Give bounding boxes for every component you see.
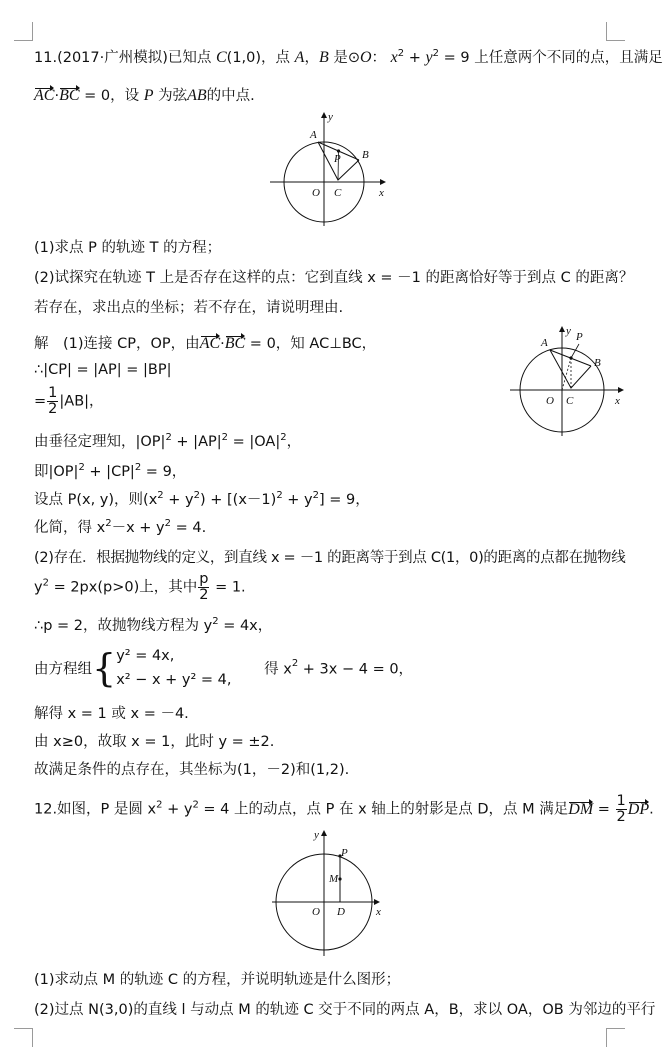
q11-line-1: 11.(2017·广州模拟)已知点 C(1,0)，点 A，B 是⊙O： $x^2 + y^2 = 9$ 上任意两个不同的点，且满足 — [34, 48, 663, 66]
sol-text: 化简，得 x — [34, 520, 106, 536]
equals: = — [593, 801, 615, 818]
sol-text: = 4x， — [218, 618, 273, 634]
point-a: A — [294, 49, 305, 66]
point-b: B — [318, 49, 329, 66]
point-p: P — [143, 87, 154, 104]
sol-text: + |AP| — [171, 434, 222, 450]
question-number: 11. — [34, 50, 58, 66]
label-x-axis: x — [379, 187, 384, 199]
q11-part-1: (1)求点 P 的轨迹 T 的方程； — [34, 240, 222, 256]
sol11-line-9 — [34, 572, 246, 603]
vector-ac: AC — [199, 335, 221, 352]
equals: = — [34, 393, 47, 410]
label-m: M — [329, 873, 339, 885]
sol-text: 得 x — [264, 661, 292, 678]
label-p: P — [334, 153, 341, 165]
sol-text: y — [34, 579, 43, 596]
q11-text-5: 为弦 — [158, 88, 188, 104]
sol-text: = 2px(p>0)上，其中 — [48, 579, 198, 596]
equation-system — [116, 644, 231, 692]
q12-text: + y — [162, 801, 193, 818]
label-a: A — [310, 129, 317, 141]
sol11-line-5 — [34, 460, 186, 481]
label-p: P — [576, 331, 583, 343]
figure-solution-circle — [504, 322, 630, 440]
label-x-axis: x — [615, 395, 620, 407]
exponent: 2 — [432, 48, 439, 60]
denominator: 2 — [616, 809, 626, 825]
vector-bc: BC — [59, 87, 80, 104]
chord-ab: AB — [187, 87, 207, 104]
figure-q11-circle — [262, 108, 392, 228]
q11-part-2: (2)试探究在轨迹 T 上是否存在这样的点：它到直线 x = －1 的距离恰好等于到点 C 的距离？ — [34, 270, 634, 286]
q11-intro: 已知点 — [167, 50, 212, 66]
corner-mark-bottom-right — [606, 1028, 625, 1047]
exponent: 2 — [78, 462, 85, 474]
q11-text-6: 的中点. — [206, 88, 255, 104]
label-p: P — [341, 847, 348, 859]
q12-text: 12.如图，P 是圆 x — [34, 801, 157, 818]
exponent: 2 — [157, 490, 164, 502]
sol-text: 由垂径定理知，|OP| — [34, 434, 166, 450]
label-c: C — [334, 187, 342, 199]
exponent: 2 — [156, 799, 163, 811]
numerator: p — [199, 571, 209, 587]
sol11-line-6 — [34, 488, 370, 509]
label-y-axis: y — [328, 111, 333, 123]
corner-mark-top-right — [606, 22, 625, 41]
corner-mark-top-left — [14, 22, 33, 41]
fraction-half — [616, 794, 627, 825]
sol-text: + y — [282, 492, 313, 508]
system-eq-1: y² = 4x, — [116, 648, 175, 664]
fraction-half — [47, 386, 58, 417]
exponent: 2 — [280, 432, 287, 444]
sol11-line-3 — [34, 386, 104, 417]
label-o: O — [312, 187, 320, 199]
c-coords: (1,0) — [226, 50, 262, 66]
exponent: 2 — [221, 432, 228, 444]
label-o: O — [312, 906, 320, 918]
sol-text: = 1. — [210, 579, 246, 596]
exponent: 2 — [212, 616, 219, 628]
q12-part-2: (2)过点 N(3,0)的直线 l 与动点 M 的轨迹 C 交于不同的两点 A，B，求以 OA，OB 为邻边的平行 — [34, 1002, 656, 1018]
sol-text: = 9， — [141, 464, 187, 480]
exponent: 2 — [291, 658, 299, 670]
sol11-line-4 — [34, 430, 301, 451]
sol-text: 即|OP| — [34, 464, 79, 480]
sol-text: + y — [163, 492, 194, 508]
label-x-axis: x — [376, 906, 381, 918]
exponent: 2 — [192, 799, 199, 811]
q12-text: = 4 上的动点，点 P 在 x 轴上的射影是点 D，点 M 满足 — [198, 801, 569, 818]
vector-bc: BC — [224, 335, 246, 352]
exponent: 2 — [276, 490, 283, 502]
sol-text: ， — [286, 434, 302, 450]
sol-text: ] = 9， — [319, 492, 370, 508]
point-c: C — [216, 49, 227, 66]
q12-part-1: (1)求动点 M 的轨迹 C 的方程，并说明轨迹是什么图形； — [34, 972, 401, 988]
sol11-line-11 — [34, 644, 413, 692]
sol11-line-7 — [34, 516, 206, 537]
q11-text: ，点 — [261, 50, 291, 66]
fraction-p-over-2 — [198, 572, 209, 603]
sol-text: = 0，知 AC⊥BC， — [245, 336, 377, 352]
sol-text: + 3x − 4 = 0， — [298, 661, 414, 678]
sol-text: 设点 P(x, y)，则(x — [34, 492, 158, 508]
numerator: 1 — [616, 793, 626, 809]
label-d: D — [337, 906, 345, 918]
exponent: 2 — [105, 518, 112, 530]
sol-text: = |OA| — [228, 434, 281, 450]
period: . — [649, 801, 654, 818]
label-b: B — [594, 357, 601, 369]
label-c: C — [566, 395, 574, 407]
question-source: (2017·广州模拟) — [57, 50, 168, 66]
sol-text: 解 (1)连接 CP，OP，由 — [34, 336, 200, 352]
sol-text: －x + y — [111, 520, 165, 536]
sol-text: |AB|， — [59, 393, 104, 410]
label-b: B — [362, 149, 369, 161]
exponent: 2 — [164, 518, 171, 530]
exponent: 2 — [193, 490, 200, 502]
q12-line-1 — [34, 794, 654, 825]
label-y-axis: y — [314, 829, 319, 841]
vector-dm: DM — [568, 800, 594, 818]
exponent: 2 — [397, 48, 405, 60]
figure-q12-circle — [266, 828, 390, 960]
sol11-line-1: 解 (1)连接 CP，OP，由AC·BC = 0，知 AC⊥BC， — [34, 335, 377, 352]
exponent: 2 — [312, 490, 320, 502]
q11-text-2: 是⊙ — [333, 50, 360, 66]
numerator: 1 — [48, 385, 58, 401]
label-y-axis: y — [566, 325, 571, 337]
system-brace: { — [92, 646, 117, 690]
vector-dp: DP — [627, 800, 650, 818]
exponent: 2 — [165, 432, 172, 444]
label-a: A — [541, 337, 548, 349]
sol11-line-14: 故满足条件的点存在，其坐标为(1，－2)和(1,2). — [34, 762, 350, 778]
denominator: 2 — [199, 587, 209, 603]
exponent: 2 — [134, 462, 142, 474]
sol11-line-10 — [34, 614, 272, 635]
sol-text: ) + [(x－1) — [200, 492, 277, 508]
q11-line-2: AC·BC = 0，设 P 为弦AB的中点. — [34, 87, 255, 104]
corner-mark-bottom-left — [14, 1028, 33, 1047]
sol11-line-8: (2)存在．根据抛物线的定义，到直线 x = －1 的距离等于到点 C(1，0)的距离的点都在抛物线 — [34, 550, 626, 566]
sol11-line-12: 解得 x = 1 或 x = －4. — [34, 706, 189, 722]
sol-text: 由方程组 — [34, 661, 92, 678]
q11-part-2-cont: 若存在，求出点的坐标；若不存在，请说明理由. — [34, 300, 344, 316]
label-o: O — [546, 395, 554, 407]
point-o: O — [359, 49, 372, 66]
q11-text-3: = 9 上任意两个不同的点，且满足 — [439, 50, 663, 66]
denominator: 2 — [48, 401, 58, 417]
sol11-line-13: 由 x≥0，故取 x = 1，此时 y = ±2. — [34, 734, 275, 750]
system-eq-2: x² − x + y² = 4, — [116, 672, 232, 688]
sol-text: = 4. — [170, 520, 207, 536]
sol-text: ∴p = 2，故抛物线方程为 y — [34, 618, 213, 634]
vector-ac: AC — [34, 87, 55, 104]
sol11-line-2: ∴|CP| = |AP| = |BP| — [34, 362, 172, 378]
q11-text-4: = 0，设 — [79, 88, 140, 104]
sol-text: + |CP| — [84, 464, 135, 480]
colon: ： — [371, 50, 387, 66]
exponent: 2 — [42, 577, 49, 589]
